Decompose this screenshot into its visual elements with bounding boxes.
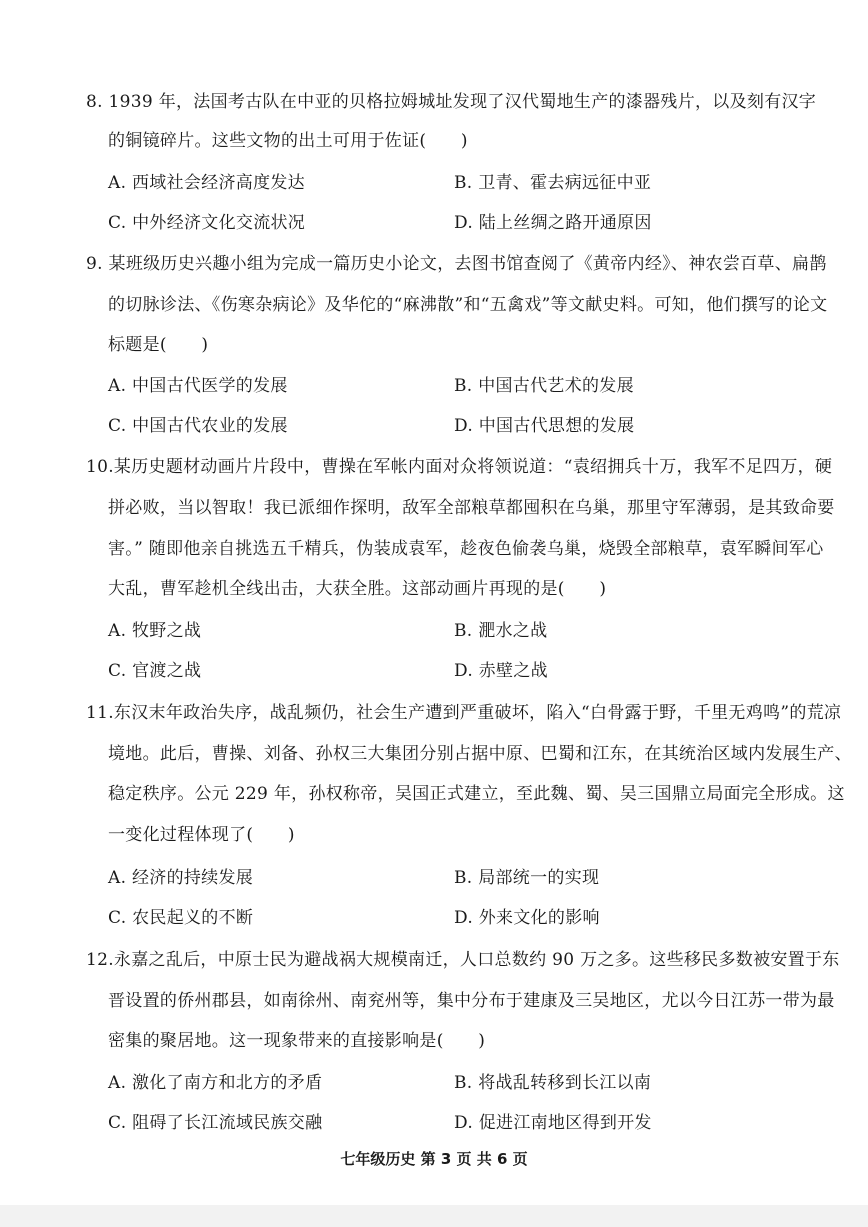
question-text-line: 11.东汉末年政治失序，战乱频仍，社会生产遭到严重破坏，陷入“白骨露于野，千里无鸡鸣”的荒凉 — [86, 703, 842, 723]
option-b: B. 局部统一的实现 — [454, 868, 600, 888]
question-text-line: 标题是( ) — [108, 335, 209, 355]
option-b: B. 淝水之战 — [454, 621, 548, 641]
question-text-line: 8. 1939 年，法国考古队在中亚的贝格拉姆城址发现了汉代蜀地生产的漆器残片，以及刻有汉字 — [86, 92, 817, 112]
option-c: C. 官渡之战 — [108, 661, 202, 681]
option-a: A. 牧野之战 — [108, 621, 202, 641]
option-c: C. 中外经济文化交流状况 — [108, 213, 306, 233]
option-c: C. 中国古代农业的发展 — [108, 416, 288, 436]
question-text-line: 12.永嘉之乱后，中原士民为避战祸大规模南迁，人口总数约 90 万之多。这些移民多数被安置于东 — [86, 950, 840, 970]
question-text-line: 密集的聚居地。这一现象带来的直接影响是( ) — [108, 1031, 486, 1051]
option-d: D. 促进江南地区得到开发 — [454, 1113, 652, 1133]
option-b: B. 中国古代艺术的发展 — [454, 376, 634, 396]
option-a: A. 激化了南方和北方的矛盾 — [108, 1073, 323, 1093]
question-text-line: 大乱，曹军趁机全线出击，大获全胜。这部动画片再现的是( ) — [108, 579, 607, 599]
option-b: B. 卫青、霍去病远征中亚 — [454, 173, 652, 193]
question-text-line: 稳定秩序。公元 229 年，孙权称帝，吴国正式建立，至此魏、蜀、吴三国鼎立局面完全形成。这 — [108, 784, 845, 804]
question-text-line: 害。” 随即他亲自挑选五千精兵，伪装成袁军，趁夜色偷袭乌巢，烧毁全部粮草，袁军瞬间军心 — [108, 539, 824, 559]
question-text-line: 一变化过程体现了( ) — [108, 825, 295, 845]
option-a: A. 西域社会经济高度发达 — [108, 173, 305, 193]
question-text-line: 拼必败，当以智取！我已派细作探明，敌军全部粮草都囤积在乌巢，那里守军薄弱，是其致命要 — [108, 498, 835, 518]
question-text-line: 的切脉诊法、《伤寒杂病论》及华佗的“麻沸散”和“五禽戏”等文献史料。可知，他们撰写的论文 — [108, 295, 828, 315]
option-a: A. 中国古代医学的发展 — [108, 376, 288, 396]
option-d: D. 赤壁之战 — [454, 661, 548, 681]
option-c: C. 农民起义的不断 — [108, 908, 254, 928]
question-text-line: 的铜镜碎片。这些文物的出土可用于佐证( ) — [108, 131, 468, 151]
option-d: D. 陆上丝绸之路开通原因 — [454, 213, 652, 233]
question-text-line: 晋设置的侨州郡县，如南徐州、南兖州等，集中分布于建康及三吴地区，尤以今日江苏一带为最 — [108, 991, 835, 1011]
scan-edge — [0, 1205, 868, 1227]
question-text-line: 10.某历史题材动画片片段中，曹操在军帐内面对众将领说道：“袁绍拥兵十万，我军不足四万，硬 — [86, 457, 833, 477]
question-text-line: 9. 某班级历史兴趣小组为完成一篇历史小论文，去图书馆查阅了《黄帝内经》、神农尝百草、扁鹊 — [86, 254, 827, 274]
option-c: C. 阻碍了长江流域民族交融 — [108, 1113, 323, 1133]
option-d: D. 中国古代思想的发展 — [454, 416, 635, 436]
question-text-line: 境地。此后，曹操、刘备、孙权三大集团分别占据中原、巴蜀和江东，在其统治区域内发展生产、 — [108, 744, 852, 764]
option-b: B. 将战乱转移到长江以南 — [454, 1073, 652, 1093]
option-d: D. 外来文化的影响 — [454, 908, 600, 928]
option-a: A. 经济的持续发展 — [108, 868, 254, 888]
page-footer: 七年级历史 第 3 页 共 6 页 — [340, 1150, 528, 1168]
